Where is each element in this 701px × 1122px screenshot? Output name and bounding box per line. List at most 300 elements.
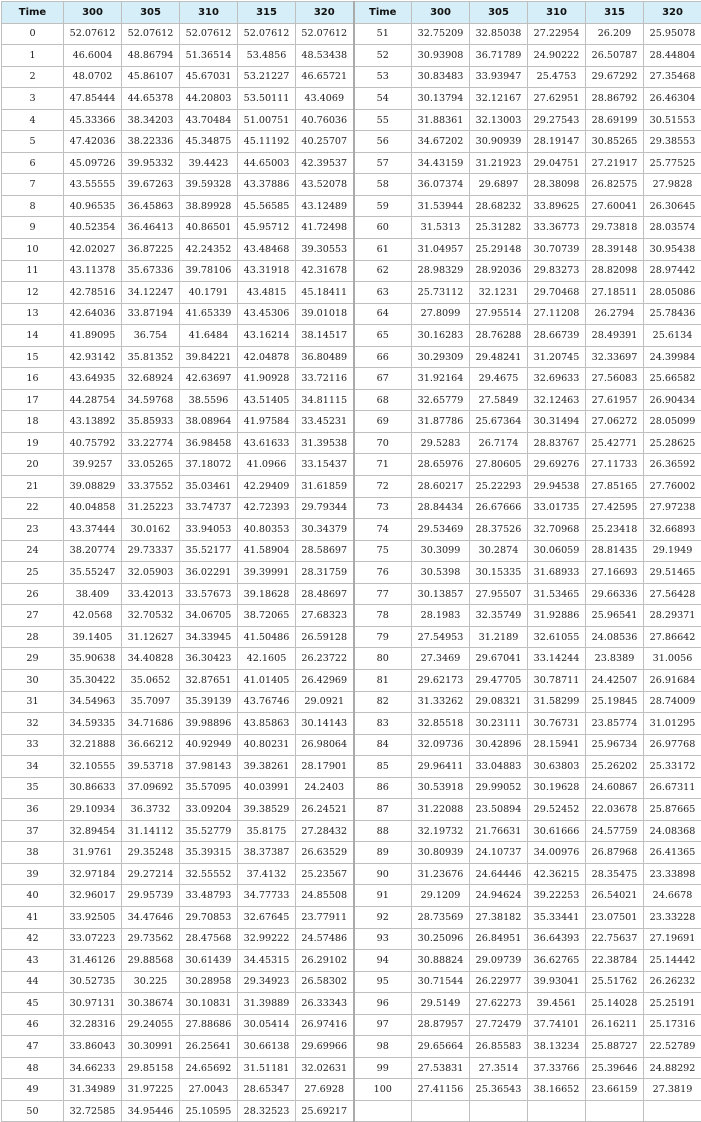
- table-row: [2, 432, 701, 454]
- value-cell: 35.39315: [180, 842, 238, 864]
- time-cell: 63: [354, 282, 412, 304]
- value-cell: 52.07612: [122, 23, 180, 45]
- value-cell: 22.52789: [644, 1036, 701, 1058]
- value-cell: 30.34379: [296, 519, 354, 541]
- time-cell: 50: [2, 1100, 64, 1122]
- value-cell: 25.6134: [644, 325, 701, 347]
- time-cell: 21: [2, 476, 64, 498]
- value-cell: 29.67292: [586, 66, 644, 88]
- value-cell: 35.8175: [238, 820, 296, 842]
- value-cell: 23.33898: [644, 863, 701, 885]
- value-cell: 27.3469: [412, 648, 470, 670]
- value-cell: 36.87225: [122, 239, 180, 261]
- value-cell: 32.12463: [528, 389, 586, 411]
- time-cell: 42: [2, 928, 64, 950]
- value-cell: 26.29102: [296, 950, 354, 972]
- value-cell: 26.7174: [470, 432, 528, 454]
- value-cell: 28.86792: [586, 88, 644, 110]
- time-cell: 99: [354, 1057, 412, 1079]
- time-cell: 39: [2, 863, 64, 885]
- value-cell: 26.67311: [644, 777, 701, 799]
- value-cell: 33.42013: [122, 583, 180, 605]
- value-cell: 37.33766: [528, 1057, 586, 1079]
- value-cell: 28.38098: [528, 174, 586, 196]
- value-cell: 27.3514: [470, 1057, 528, 1079]
- value-cell: 26.25641: [180, 1036, 238, 1058]
- value-cell: 26.23722: [296, 648, 354, 670]
- time-cell: 65: [354, 325, 412, 347]
- value-cell: 27.6928: [296, 1079, 354, 1101]
- value-cell: 29.24055: [122, 1014, 180, 1036]
- value-cell: 29.0921: [296, 691, 354, 713]
- table-row: [2, 131, 701, 153]
- empty-cell: [528, 1100, 586, 1122]
- value-cell: 32.12167: [470, 88, 528, 110]
- value-cell: 32.68924: [122, 368, 180, 390]
- value-cell: 25.26202: [586, 756, 644, 778]
- time-cell: 66: [354, 346, 412, 368]
- value-cell: 35.52779: [180, 820, 238, 842]
- header-row: [2, 2, 701, 24]
- value-cell: 26.59128: [296, 626, 354, 648]
- time-cell: 17: [2, 389, 64, 411]
- time-cell: 82: [354, 691, 412, 713]
- value-cell: 27.42595: [586, 497, 644, 519]
- value-cell: 27.18511: [586, 282, 644, 304]
- value-cell: 29.95739: [122, 885, 180, 907]
- value-cell: 30.63803: [528, 756, 586, 778]
- value-cell: 25.36543: [470, 1079, 528, 1101]
- value-cell: 29.53469: [412, 519, 470, 541]
- value-cell: 24.65692: [180, 1057, 238, 1079]
- temperature-column-header: 300: [64, 2, 122, 24]
- value-cell: 24.88292: [644, 1057, 701, 1079]
- value-cell: 25.33172: [644, 756, 701, 778]
- time-cell: 32: [2, 713, 64, 735]
- value-cell: 34.67202: [412, 131, 470, 153]
- time-cell: 10: [2, 239, 64, 261]
- time-cell: 16: [2, 368, 64, 390]
- value-cell: 34.71686: [122, 713, 180, 735]
- value-cell: 39.9257: [64, 454, 122, 476]
- value-cell: 26.41365: [644, 842, 701, 864]
- value-cell: 28.35475: [586, 863, 644, 885]
- value-cell: 29.73337: [122, 540, 180, 562]
- value-cell: 32.89454: [64, 820, 122, 842]
- value-cell: 40.96535: [64, 195, 122, 217]
- value-cell: 27.76002: [644, 476, 701, 498]
- value-cell: 32.10555: [64, 756, 122, 778]
- value-cell: 29.08321: [470, 691, 528, 713]
- value-cell: 28.66739: [528, 325, 586, 347]
- value-cell: 25.67364: [470, 411, 528, 433]
- value-cell: 31.21923: [470, 152, 528, 174]
- value-cell: 36.02291: [180, 562, 238, 584]
- value-cell: 30.61666: [528, 820, 586, 842]
- value-cell: 30.30991: [122, 1036, 180, 1058]
- value-cell: 38.409: [64, 583, 122, 605]
- table-row: [2, 282, 701, 304]
- value-cell: 42.1605: [238, 648, 296, 670]
- value-cell: 26.63529: [296, 842, 354, 864]
- value-cell: 32.85518: [412, 713, 470, 735]
- value-cell: 45.95712: [238, 217, 296, 239]
- value-cell: 31.61859: [296, 476, 354, 498]
- value-cell: 40.86501: [180, 217, 238, 239]
- value-cell: 45.33366: [64, 109, 122, 131]
- value-cell: 30.78711: [528, 669, 586, 691]
- value-cell: 29.73818: [586, 217, 644, 239]
- value-cell: 27.16693: [586, 562, 644, 584]
- value-cell: 27.95507: [470, 583, 528, 605]
- value-cell: 28.05086: [644, 282, 701, 304]
- value-cell: 44.65378: [122, 88, 180, 110]
- value-cell: 36.80489: [296, 346, 354, 368]
- value-cell: 32.67645: [238, 906, 296, 928]
- value-cell: 21.76631: [470, 820, 528, 842]
- time-cell: 28: [2, 626, 64, 648]
- value-cell: 29.67041: [470, 648, 528, 670]
- value-cell: 28.97442: [644, 260, 701, 282]
- value-cell: 30.29309: [412, 346, 470, 368]
- value-cell: 39.4423: [180, 152, 238, 174]
- value-cell: 23.33228: [644, 906, 701, 928]
- time-cell: 14: [2, 325, 64, 347]
- value-cell: 31.87786: [412, 411, 470, 433]
- table-row: [2, 648, 701, 670]
- value-cell: 25.96734: [586, 734, 644, 756]
- value-cell: 33.89625: [528, 195, 586, 217]
- time-column-header: Time: [354, 2, 412, 24]
- value-cell: 33.45231: [296, 411, 354, 433]
- value-cell: 28.74009: [644, 691, 701, 713]
- time-cell: 96: [354, 993, 412, 1015]
- value-cell: 27.22954: [528, 23, 586, 45]
- value-cell: 38.16652: [528, 1079, 586, 1101]
- value-cell: 42.78516: [64, 282, 122, 304]
- time-cell: 30: [2, 669, 64, 691]
- value-cell: 27.28432: [296, 820, 354, 842]
- value-cell: 52.07612: [238, 23, 296, 45]
- table-row: [2, 1100, 701, 1122]
- table-row: [2, 906, 701, 928]
- value-cell: 52.07612: [296, 23, 354, 45]
- time-cell: 97: [354, 1014, 412, 1036]
- value-cell: 32.65779: [412, 389, 470, 411]
- time-cell: 0: [2, 23, 64, 45]
- value-cell: 34.40828: [122, 648, 180, 670]
- value-cell: 32.87651: [180, 669, 238, 691]
- value-cell: 40.04858: [64, 497, 122, 519]
- time-cell: 1: [2, 45, 64, 67]
- value-cell: 44.65003: [238, 152, 296, 174]
- value-cell: 41.58904: [238, 540, 296, 562]
- value-cell: 30.52735: [64, 971, 122, 993]
- value-cell: 38.72065: [238, 605, 296, 627]
- value-cell: 30.85265: [586, 131, 644, 153]
- value-cell: 27.11208: [528, 303, 586, 325]
- time-cell: 68: [354, 389, 412, 411]
- value-cell: 30.15335: [470, 562, 528, 584]
- value-cell: 35.0652: [122, 669, 180, 691]
- value-cell: 43.4069: [296, 88, 354, 110]
- value-cell: 29.10934: [64, 799, 122, 821]
- value-cell: 30.51553: [644, 109, 701, 131]
- value-cell: 29.1949: [644, 540, 701, 562]
- value-cell: 53.21227: [238, 66, 296, 88]
- value-cell: 27.38182: [470, 906, 528, 928]
- table-row: [2, 669, 701, 691]
- value-cell: 31.9761: [64, 842, 122, 864]
- data-table: [1, 1, 701, 1122]
- value-cell: 34.06705: [180, 605, 238, 627]
- value-cell: 29.70468: [528, 282, 586, 304]
- value-cell: 32.99222: [238, 928, 296, 950]
- value-cell: 39.38529: [238, 799, 296, 821]
- time-cell: 71: [354, 454, 412, 476]
- value-cell: 29.09739: [470, 950, 528, 972]
- value-cell: 38.34203: [122, 109, 180, 131]
- value-cell: 32.02631: [296, 1057, 354, 1079]
- value-cell: 31.39538: [296, 432, 354, 454]
- value-cell: 28.69199: [586, 109, 644, 131]
- time-cell: 78: [354, 605, 412, 627]
- value-cell: 36.64393: [528, 928, 586, 950]
- value-cell: 28.17901: [296, 756, 354, 778]
- value-cell: 30.70739: [528, 239, 586, 261]
- value-cell: 32.69633: [528, 368, 586, 390]
- value-cell: 46.65721: [296, 66, 354, 88]
- value-cell: 39.39991: [238, 562, 296, 584]
- value-cell: 29.6897: [470, 174, 528, 196]
- value-cell: 30.25096: [412, 928, 470, 950]
- time-cell: 95: [354, 971, 412, 993]
- value-cell: 36.754: [122, 325, 180, 347]
- value-cell: 29.62173: [412, 669, 470, 691]
- time-cell: 91: [354, 885, 412, 907]
- value-cell: 46.6004: [64, 45, 122, 67]
- value-cell: 30.38674: [122, 993, 180, 1015]
- value-cell: 27.54953: [412, 626, 470, 648]
- value-cell: 26.98064: [296, 734, 354, 756]
- value-cell: 28.82098: [586, 260, 644, 282]
- time-cell: 80: [354, 648, 412, 670]
- time-cell: 58: [354, 174, 412, 196]
- value-cell: 41.97584: [238, 411, 296, 433]
- value-cell: 31.25223: [122, 497, 180, 519]
- value-cell: 33.72116: [296, 368, 354, 390]
- value-cell: 47.85444: [64, 88, 122, 110]
- value-cell: 28.03574: [644, 217, 701, 239]
- value-cell: 30.76731: [528, 713, 586, 735]
- value-cell: 28.81435: [586, 540, 644, 562]
- value-cell: 27.19691: [644, 928, 701, 950]
- value-cell: 38.89928: [180, 195, 238, 217]
- value-cell: 36.71789: [470, 45, 528, 67]
- time-cell: 11: [2, 260, 64, 282]
- table-row: [2, 23, 701, 45]
- value-cell: 43.70484: [180, 109, 238, 131]
- value-cell: 29.69276: [528, 454, 586, 476]
- value-cell: 25.29148: [470, 239, 528, 261]
- value-cell: 30.10831: [180, 993, 238, 1015]
- value-cell: 35.81352: [122, 346, 180, 368]
- value-cell: 33.36773: [528, 217, 586, 239]
- value-cell: 26.50787: [586, 45, 644, 67]
- value-cell: 34.59335: [64, 713, 122, 735]
- value-cell: 39.4561: [528, 993, 586, 1015]
- value-cell: 35.57095: [180, 777, 238, 799]
- time-cell: 48: [2, 1057, 64, 1079]
- value-cell: 28.15941: [528, 734, 586, 756]
- value-cell: 30.93908: [412, 45, 470, 67]
- value-cell: 33.04883: [470, 756, 528, 778]
- value-cell: 34.12247: [122, 282, 180, 304]
- value-cell: 26.16211: [586, 1014, 644, 1036]
- table-row: [2, 346, 701, 368]
- table-row: [2, 562, 701, 584]
- value-cell: 28.60217: [412, 476, 470, 498]
- table-row: [2, 950, 701, 972]
- value-cell: 34.00976: [528, 842, 586, 864]
- time-cell: 60: [354, 217, 412, 239]
- value-cell: 42.02027: [64, 239, 122, 261]
- value-cell: 32.21888: [64, 734, 122, 756]
- value-cell: 26.46304: [644, 88, 701, 110]
- value-cell: 24.08368: [644, 820, 701, 842]
- value-cell: 39.01018: [296, 303, 354, 325]
- value-cell: 33.86043: [64, 1036, 122, 1058]
- time-cell: 74: [354, 519, 412, 541]
- time-cell: 29: [2, 648, 64, 670]
- value-cell: 47.42036: [64, 131, 122, 153]
- value-cell: 45.56585: [238, 195, 296, 217]
- value-cell: 41.89095: [64, 325, 122, 347]
- temperature-column-header: 305: [470, 2, 528, 24]
- value-cell: 24.39984: [644, 346, 701, 368]
- value-cell: 30.90939: [470, 131, 528, 153]
- value-cell: 30.2874: [470, 540, 528, 562]
- value-cell: 40.75792: [64, 432, 122, 454]
- time-cell: 93: [354, 928, 412, 950]
- value-cell: 31.34989: [64, 1079, 122, 1101]
- value-cell: 30.0162: [122, 519, 180, 541]
- value-cell: 30.86633: [64, 777, 122, 799]
- time-cell: 18: [2, 411, 64, 433]
- value-cell: 32.35749: [470, 605, 528, 627]
- value-cell: 48.0702: [64, 66, 122, 88]
- time-cell: 69: [354, 411, 412, 433]
- time-cell: 31: [2, 691, 64, 713]
- time-cell: 27: [2, 605, 64, 627]
- temperature-column-header: 300: [412, 2, 470, 24]
- value-cell: 27.53831: [412, 1057, 470, 1079]
- value-cell: 27.88686: [180, 1014, 238, 1036]
- value-cell: 34.45315: [238, 950, 296, 972]
- empty-cell: [412, 1100, 470, 1122]
- value-cell: 38.37387: [238, 842, 296, 864]
- value-cell: 39.78106: [180, 260, 238, 282]
- table-row: [2, 993, 701, 1015]
- time-cell: 54: [354, 88, 412, 110]
- value-cell: 27.5849: [470, 389, 528, 411]
- value-cell: 31.88361: [412, 109, 470, 131]
- value-cell: 29.85158: [122, 1057, 180, 1079]
- table-row: [2, 303, 701, 325]
- value-cell: 28.76288: [470, 325, 528, 347]
- time-cell: 100: [354, 1079, 412, 1101]
- value-cell: 25.42771: [586, 432, 644, 454]
- value-cell: 33.57673: [180, 583, 238, 605]
- value-cell: 32.61055: [528, 626, 586, 648]
- value-cell: 35.55247: [64, 562, 122, 584]
- value-cell: 34.77733: [238, 885, 296, 907]
- time-cell: 90: [354, 863, 412, 885]
- value-cell: 33.01735: [528, 497, 586, 519]
- value-cell: 23.07501: [586, 906, 644, 928]
- value-cell: 25.31282: [470, 217, 528, 239]
- value-cell: 25.10595: [180, 1100, 238, 1122]
- value-cell: 32.19732: [412, 820, 470, 842]
- value-cell: 53.50111: [238, 88, 296, 110]
- value-cell: 42.72393: [238, 497, 296, 519]
- time-cell: 92: [354, 906, 412, 928]
- value-cell: 34.33945: [180, 626, 238, 648]
- value-cell: 27.97238: [644, 497, 701, 519]
- value-cell: 43.37886: [238, 174, 296, 196]
- value-cell: 36.46413: [122, 217, 180, 239]
- temperature-column-header: 320: [296, 2, 354, 24]
- time-cell: 8: [2, 195, 64, 217]
- value-cell: 29.99052: [470, 777, 528, 799]
- value-cell: 45.34875: [180, 131, 238, 153]
- value-cell: 38.14517: [296, 325, 354, 347]
- value-cell: 44.28754: [64, 389, 122, 411]
- value-cell: 33.92505: [64, 906, 122, 928]
- table-row: [2, 1057, 701, 1079]
- value-cell: 29.66336: [586, 583, 644, 605]
- value-cell: 33.22774: [122, 432, 180, 454]
- value-cell: 43.52078: [296, 174, 354, 196]
- time-cell: 3: [2, 88, 64, 110]
- value-cell: 31.04957: [412, 239, 470, 261]
- value-cell: 36.3732: [122, 799, 180, 821]
- value-cell: 31.20745: [528, 346, 586, 368]
- value-cell: 43.37444: [64, 519, 122, 541]
- time-cell: 81: [354, 669, 412, 691]
- value-cell: 33.93947: [470, 66, 528, 88]
- value-cell: 28.65976: [412, 454, 470, 476]
- time-cell: 41: [2, 906, 64, 928]
- value-cell: 28.19147: [528, 131, 586, 153]
- value-cell: 39.38261: [238, 756, 296, 778]
- value-cell: 52.07612: [180, 23, 238, 45]
- temperature-column-header: 310: [180, 2, 238, 24]
- value-cell: 26.58302: [296, 971, 354, 993]
- value-cell: 28.1983: [412, 605, 470, 627]
- time-cell: 85: [354, 756, 412, 778]
- value-cell: 43.45306: [238, 303, 296, 325]
- value-cell: 25.22293: [470, 476, 528, 498]
- value-cell: 24.64446: [470, 863, 528, 885]
- value-cell: 22.75637: [586, 928, 644, 950]
- time-cell: 9: [2, 217, 64, 239]
- value-cell: 34.43159: [412, 152, 470, 174]
- time-cell: 36: [2, 799, 64, 821]
- empty-cell: [644, 1100, 701, 1122]
- time-cell: 20: [2, 454, 64, 476]
- value-cell: 35.7097: [122, 691, 180, 713]
